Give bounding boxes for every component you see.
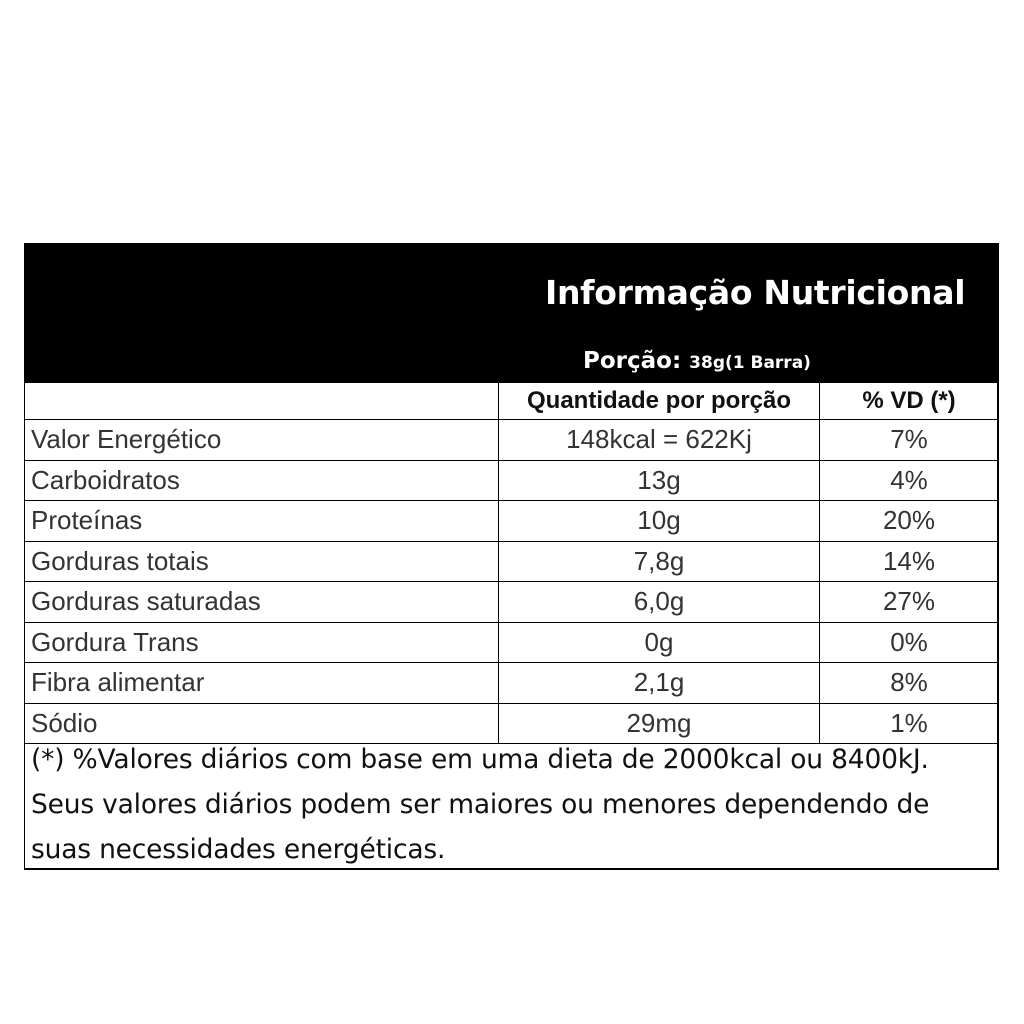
table-row xyxy=(25,663,998,704)
nutrient-name: Carboidratos xyxy=(25,460,499,501)
nutrient-quantity: 2,1g xyxy=(499,663,820,704)
nutrient-quantity: 6,0g xyxy=(499,582,820,623)
nutrient-name: Valor Energético xyxy=(25,420,499,461)
nutrient-name: Fibra alimentar xyxy=(25,663,499,704)
nutrient-quantity: 7,8g xyxy=(499,541,820,582)
label-title: Informação Nutricional xyxy=(545,273,966,312)
nutrient-dv: 8% xyxy=(820,663,999,704)
portion-value: 38g(1 Barra) xyxy=(689,353,811,373)
portion-label: Porção: xyxy=(583,348,682,374)
nutrient-name: Gorduras saturadas xyxy=(25,582,499,623)
table-row xyxy=(25,420,998,461)
table-row xyxy=(25,622,998,663)
nutrition-table xyxy=(25,383,998,744)
nutrient-quantity: 10g xyxy=(499,501,820,542)
nutrient-dv: 0% xyxy=(820,622,999,663)
footnote: (*) %Valores diários com base em uma dieta de 2000kcal ou 8400kJ. Seus valores diários podem ser maiores ou menores dependendo de suas necessidades energéticas. xyxy=(31,744,930,865)
table-row xyxy=(25,460,998,501)
table-row xyxy=(25,582,998,623)
nutrient-quantity: 0g xyxy=(499,622,820,663)
portion-line xyxy=(583,348,811,374)
nutrient-quantity: 29mg xyxy=(499,703,820,744)
nutrient-dv: 4% xyxy=(820,460,999,501)
table-row xyxy=(25,541,998,582)
table-header-row xyxy=(25,383,998,420)
label-header xyxy=(25,243,997,383)
column-header-quantity: Quantidade por porção xyxy=(499,383,820,420)
nutrient-dv: 1% xyxy=(820,703,999,744)
nutrition-facts-label xyxy=(24,243,999,870)
table-row xyxy=(25,501,998,542)
nutrient-dv: 20% xyxy=(820,501,999,542)
column-header-dv: % VD (*) xyxy=(820,383,999,420)
nutrient-name: Gorduras totais xyxy=(25,541,499,582)
nutrient-dv: 14% xyxy=(820,541,999,582)
nutrient-dv: 7% xyxy=(820,420,999,461)
nutrient-name: Sódio xyxy=(25,703,499,744)
column-header-nutrient xyxy=(25,383,499,420)
nutrient-dv: 27% xyxy=(820,582,999,623)
nutrient-quantity: 148kcal = 622Kj xyxy=(499,420,820,461)
nutrient-name: Gordura Trans xyxy=(25,622,499,663)
nutrient-name: Proteínas xyxy=(25,501,499,542)
nutrient-quantity: 13g xyxy=(499,460,820,501)
